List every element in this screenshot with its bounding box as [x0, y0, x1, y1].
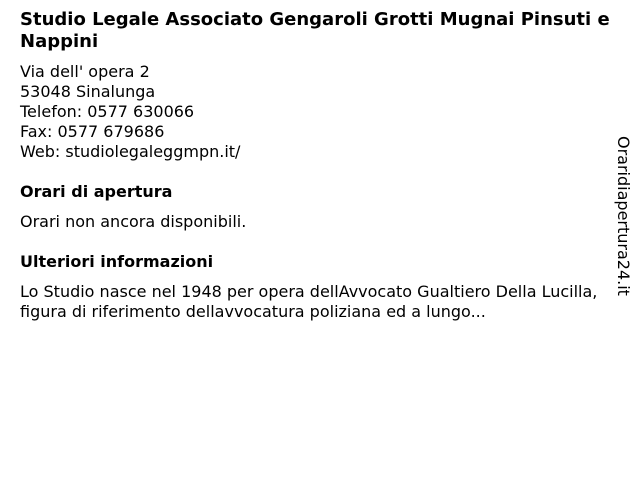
page-title: Studio Legale Associato Gengaroli Grotti Mugnai Pinsuti e Nappini	[20, 9, 610, 52]
contact-block	[20, 62, 615, 162]
phone-number: Telefon: 0577 630066	[20, 102, 195, 121]
website-link: Web: studiolegaleggmpn.it/	[20, 142, 241, 161]
city-address: 53048 Sinalunga	[20, 82, 156, 101]
more-info-heading: Ulteriori informazioni	[20, 252, 214, 271]
fax-number: Fax: 0577 679686	[20, 122, 165, 141]
more-info-text: Lo Studio nasce nel 1948 per opera dellAvvocato Gualtiero Della Lucilla, figura di riferimento dellavvocatura poliziana ed a lungo...	[20, 282, 598, 321]
listing-content	[20, 9, 615, 322]
opening-hours-heading: Orari di apertura	[20, 182, 173, 201]
street-address: Via dell' opera 2	[20, 62, 150, 81]
site-watermark: Oraridiapertura24.it	[614, 136, 633, 296]
opening-hours-text: Orari non ancora disponibili.	[20, 212, 247, 231]
